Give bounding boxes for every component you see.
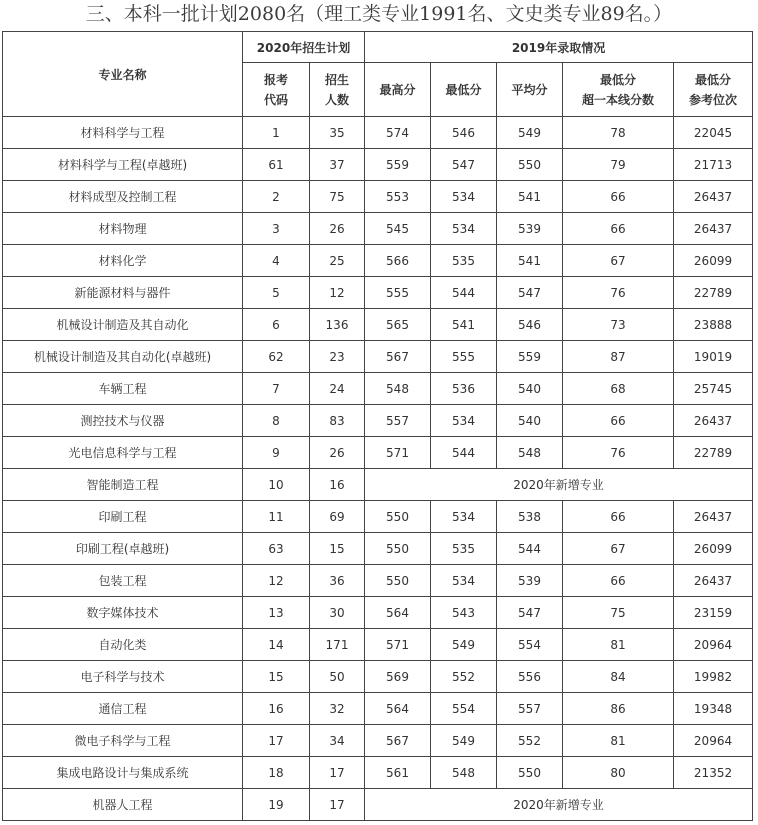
code-cell: 63 xyxy=(243,533,310,565)
rank-cell: 26437 xyxy=(674,213,753,245)
count-cell: 32 xyxy=(310,693,365,725)
min-score-cell: 544 xyxy=(431,437,497,469)
code-cell: 16 xyxy=(243,693,310,725)
code-cell: 8 xyxy=(243,405,310,437)
header-code-line: 报考 xyxy=(263,72,288,87)
admission-table xyxy=(2,31,753,821)
major-name-cell: 微电子科学与工程 xyxy=(3,725,243,757)
new-major-cell: 2020年新增专业 xyxy=(365,469,753,501)
header-major-name: 专业名称 xyxy=(3,32,243,117)
avg-score-cell: 539 xyxy=(497,213,563,245)
table-row xyxy=(3,437,753,469)
count-cell: 136 xyxy=(310,309,365,341)
over-line-cell: 67 xyxy=(563,533,674,565)
avg-score-cell: 538 xyxy=(497,501,563,533)
header-avg-score: 平均分 xyxy=(497,63,563,117)
min-score-cell: 534 xyxy=(431,213,497,245)
min-score-cell: 534 xyxy=(431,405,497,437)
count-cell: 35 xyxy=(310,117,365,149)
header-code xyxy=(243,63,310,117)
major-name-cell: 电子科学与技术 xyxy=(3,661,243,693)
max-score-cell: 564 xyxy=(365,597,431,629)
avg-score-cell: 556 xyxy=(497,661,563,693)
max-score-cell: 561 xyxy=(365,757,431,789)
max-score-cell: 571 xyxy=(365,629,431,661)
count-cell: 17 xyxy=(310,757,365,789)
code-cell: 13 xyxy=(243,597,310,629)
count-cell: 26 xyxy=(310,213,365,245)
count-cell: 50 xyxy=(310,661,365,693)
over-line-cell: 66 xyxy=(563,181,674,213)
over-line-cell: 80 xyxy=(563,757,674,789)
min-score-cell: 552 xyxy=(431,661,497,693)
header-code-line: 代码 xyxy=(263,92,288,107)
major-name-cell: 包装工程 xyxy=(3,565,243,597)
code-cell: 5 xyxy=(243,277,310,309)
avg-score-cell: 546 xyxy=(497,309,563,341)
code-cell: 10 xyxy=(243,469,310,501)
rank-cell: 26099 xyxy=(674,533,753,565)
header-count-line: 人数 xyxy=(324,92,349,107)
max-score-cell: 565 xyxy=(365,309,431,341)
min-score-cell: 535 xyxy=(431,533,497,565)
max-score-cell: 548 xyxy=(365,373,431,405)
table-row xyxy=(3,693,753,725)
rank-cell: 23888 xyxy=(674,309,753,341)
over-line-cell: 81 xyxy=(563,629,674,661)
table-row xyxy=(3,117,753,149)
count-cell: 25 xyxy=(310,245,365,277)
rank-cell: 21352 xyxy=(674,757,753,789)
code-cell: 6 xyxy=(243,309,310,341)
min-score-cell: 534 xyxy=(431,181,497,213)
header-count xyxy=(310,63,365,117)
rank-cell: 26437 xyxy=(674,565,753,597)
min-score-cell: 549 xyxy=(431,629,497,661)
rank-cell: 26437 xyxy=(674,501,753,533)
table-row xyxy=(3,405,753,437)
table-row xyxy=(3,245,753,277)
code-cell: 9 xyxy=(243,437,310,469)
table-row xyxy=(3,661,753,693)
min-score-cell: 547 xyxy=(431,149,497,181)
header-min-score: 最低分 xyxy=(431,63,497,117)
table-row xyxy=(3,469,753,501)
rank-cell: 23159 xyxy=(674,597,753,629)
table-row xyxy=(3,149,753,181)
code-cell: 17 xyxy=(243,725,310,757)
major-name-cell: 材料科学与工程(卓越班) xyxy=(3,149,243,181)
min-score-cell: 534 xyxy=(431,501,497,533)
header-plan-2020: 2020年招生计划 xyxy=(243,32,365,63)
max-score-cell: 545 xyxy=(365,213,431,245)
code-cell: 19 xyxy=(243,789,310,821)
avg-score-cell: 547 xyxy=(497,597,563,629)
max-score-cell: 559 xyxy=(365,149,431,181)
major-name-cell: 材料成型及控制工程 xyxy=(3,181,243,213)
code-cell: 1 xyxy=(243,117,310,149)
table-row xyxy=(3,725,753,757)
code-cell: 14 xyxy=(243,629,310,661)
over-line-cell: 75 xyxy=(563,597,674,629)
over-line-cell: 81 xyxy=(563,725,674,757)
over-line-cell: 84 xyxy=(563,661,674,693)
avg-score-cell: 559 xyxy=(497,341,563,373)
header-rank-line: 参考位次 xyxy=(689,92,738,107)
major-name-cell: 车辆工程 xyxy=(3,373,243,405)
code-cell: 7 xyxy=(243,373,310,405)
rank-cell: 20964 xyxy=(674,725,753,757)
major-name-cell: 光电信息科学与工程 xyxy=(3,437,243,469)
rank-cell: 25745 xyxy=(674,373,753,405)
table-row xyxy=(3,181,753,213)
rank-cell: 26099 xyxy=(674,245,753,277)
over-line-cell: 76 xyxy=(563,277,674,309)
min-score-cell: 554 xyxy=(431,693,497,725)
count-cell: 37 xyxy=(310,149,365,181)
code-cell: 18 xyxy=(243,757,310,789)
max-score-cell: 564 xyxy=(365,693,431,725)
header-over-line: 超一本线分数 xyxy=(581,92,654,107)
count-cell: 30 xyxy=(310,597,365,629)
count-cell: 15 xyxy=(310,533,365,565)
avg-score-cell: 540 xyxy=(497,373,563,405)
max-score-cell: 550 xyxy=(365,501,431,533)
avg-score-cell: 550 xyxy=(497,757,563,789)
rank-cell: 19982 xyxy=(674,661,753,693)
avg-score-cell: 539 xyxy=(497,565,563,597)
avg-score-cell: 554 xyxy=(497,629,563,661)
major-name-cell: 数字媒体技术 xyxy=(3,597,243,629)
major-name-cell: 测控技术与仪器 xyxy=(3,405,243,437)
header-over-line: 最低分 xyxy=(599,72,636,87)
code-cell: 62 xyxy=(243,341,310,373)
min-score-cell: 543 xyxy=(431,597,497,629)
count-cell: 75 xyxy=(310,181,365,213)
over-line-cell: 87 xyxy=(563,341,674,373)
major-name-cell: 机器人工程 xyxy=(3,789,243,821)
major-name-cell: 材料化学 xyxy=(3,245,243,277)
over-line-cell: 66 xyxy=(563,213,674,245)
header-rank xyxy=(674,63,753,117)
over-line-cell: 66 xyxy=(563,565,674,597)
avg-score-cell: 540 xyxy=(497,405,563,437)
avg-score-cell: 550 xyxy=(497,149,563,181)
major-name-cell: 智能制造工程 xyxy=(3,469,243,501)
avg-score-cell: 547 xyxy=(497,277,563,309)
max-score-cell: 567 xyxy=(365,341,431,373)
over-line-cell: 76 xyxy=(563,437,674,469)
code-cell: 11 xyxy=(243,501,310,533)
major-name-cell: 印刷工程(卓越班) xyxy=(3,533,243,565)
over-line-cell: 66 xyxy=(563,501,674,533)
min-score-cell: 555 xyxy=(431,341,497,373)
table-row xyxy=(3,373,753,405)
rank-cell: 19019 xyxy=(674,341,753,373)
min-score-cell: 541 xyxy=(431,309,497,341)
new-major-cell: 2020年新增专业 xyxy=(365,789,753,821)
major-name-cell: 自动化类 xyxy=(3,629,243,661)
code-cell: 61 xyxy=(243,149,310,181)
major-name-cell: 机械设计制造及其自动化(卓越班) xyxy=(3,341,243,373)
table-row xyxy=(3,213,753,245)
rank-cell: 22045 xyxy=(674,117,753,149)
table-row xyxy=(3,565,753,597)
table-row xyxy=(3,533,753,565)
header-admission-2019: 2019年录取情况 xyxy=(365,32,753,63)
max-score-cell: 566 xyxy=(365,245,431,277)
code-cell: 2 xyxy=(243,181,310,213)
count-cell: 24 xyxy=(310,373,365,405)
rank-cell: 22789 xyxy=(674,277,753,309)
min-score-cell: 546 xyxy=(431,117,497,149)
min-score-cell: 544 xyxy=(431,277,497,309)
avg-score-cell: 548 xyxy=(497,437,563,469)
table-row xyxy=(3,629,753,661)
rank-cell: 20964 xyxy=(674,629,753,661)
max-score-cell: 553 xyxy=(365,181,431,213)
major-name-cell: 材料科学与工程 xyxy=(3,117,243,149)
min-score-cell: 536 xyxy=(431,373,497,405)
count-cell: 83 xyxy=(310,405,365,437)
table-row xyxy=(3,341,753,373)
header-max-score: 最高分 xyxy=(365,63,431,117)
rank-cell: 22789 xyxy=(674,437,753,469)
over-line-cell: 79 xyxy=(563,149,674,181)
min-score-cell: 535 xyxy=(431,245,497,277)
avg-score-cell: 541 xyxy=(497,245,563,277)
over-line-cell: 66 xyxy=(563,405,674,437)
min-score-cell: 534 xyxy=(431,565,497,597)
over-line-cell: 67 xyxy=(563,245,674,277)
max-score-cell: 574 xyxy=(365,117,431,149)
over-line-cell: 68 xyxy=(563,373,674,405)
max-score-cell: 557 xyxy=(365,405,431,437)
table-body xyxy=(3,117,753,821)
max-score-cell: 550 xyxy=(365,565,431,597)
avg-score-cell: 544 xyxy=(497,533,563,565)
major-name-cell: 集成电路设计与集成系统 xyxy=(3,757,243,789)
header-count-line: 招生 xyxy=(324,72,349,87)
table-row xyxy=(3,309,753,341)
major-name-cell: 新能源材料与器件 xyxy=(3,277,243,309)
table-row xyxy=(3,501,753,533)
rank-cell: 21713 xyxy=(674,149,753,181)
avg-score-cell: 557 xyxy=(497,693,563,725)
major-name-cell: 印刷工程 xyxy=(3,501,243,533)
count-cell: 17 xyxy=(310,789,365,821)
rank-cell: 26437 xyxy=(674,181,753,213)
max-score-cell: 550 xyxy=(365,533,431,565)
count-cell: 16 xyxy=(310,469,365,501)
header-rank-line: 最低分 xyxy=(695,72,732,87)
rank-cell: 19348 xyxy=(674,693,753,725)
major-name-cell: 通信工程 xyxy=(3,693,243,725)
code-cell: 15 xyxy=(243,661,310,693)
code-cell: 4 xyxy=(243,245,310,277)
page-title: 三、本科一批计划2080名（理工类专业1991名、文史类专业89名。） xyxy=(85,3,673,25)
min-score-cell: 549 xyxy=(431,725,497,757)
over-line-cell: 78 xyxy=(563,117,674,149)
max-score-cell: 569 xyxy=(365,661,431,693)
table-row xyxy=(3,789,753,821)
count-cell: 69 xyxy=(310,501,365,533)
code-cell: 3 xyxy=(243,213,310,245)
count-cell: 23 xyxy=(310,341,365,373)
max-score-cell: 555 xyxy=(365,277,431,309)
count-cell: 34 xyxy=(310,725,365,757)
major-name-cell: 材料物理 xyxy=(3,213,243,245)
header-over-line xyxy=(563,63,674,117)
max-score-cell: 571 xyxy=(365,437,431,469)
major-name-cell: 机械设计制造及其自动化 xyxy=(3,309,243,341)
table-row xyxy=(3,277,753,309)
avg-score-cell: 552 xyxy=(497,725,563,757)
count-cell: 26 xyxy=(310,437,365,469)
over-line-cell: 86 xyxy=(563,693,674,725)
table-row xyxy=(3,597,753,629)
min-score-cell: 548 xyxy=(431,757,497,789)
avg-score-cell: 541 xyxy=(497,181,563,213)
count-cell: 171 xyxy=(310,629,365,661)
count-cell: 36 xyxy=(310,565,365,597)
count-cell: 12 xyxy=(310,277,365,309)
over-line-cell: 73 xyxy=(563,309,674,341)
max-score-cell: 567 xyxy=(365,725,431,757)
code-cell: 12 xyxy=(243,565,310,597)
table-row xyxy=(3,757,753,789)
rank-cell: 26437 xyxy=(674,405,753,437)
avg-score-cell: 549 xyxy=(497,117,563,149)
